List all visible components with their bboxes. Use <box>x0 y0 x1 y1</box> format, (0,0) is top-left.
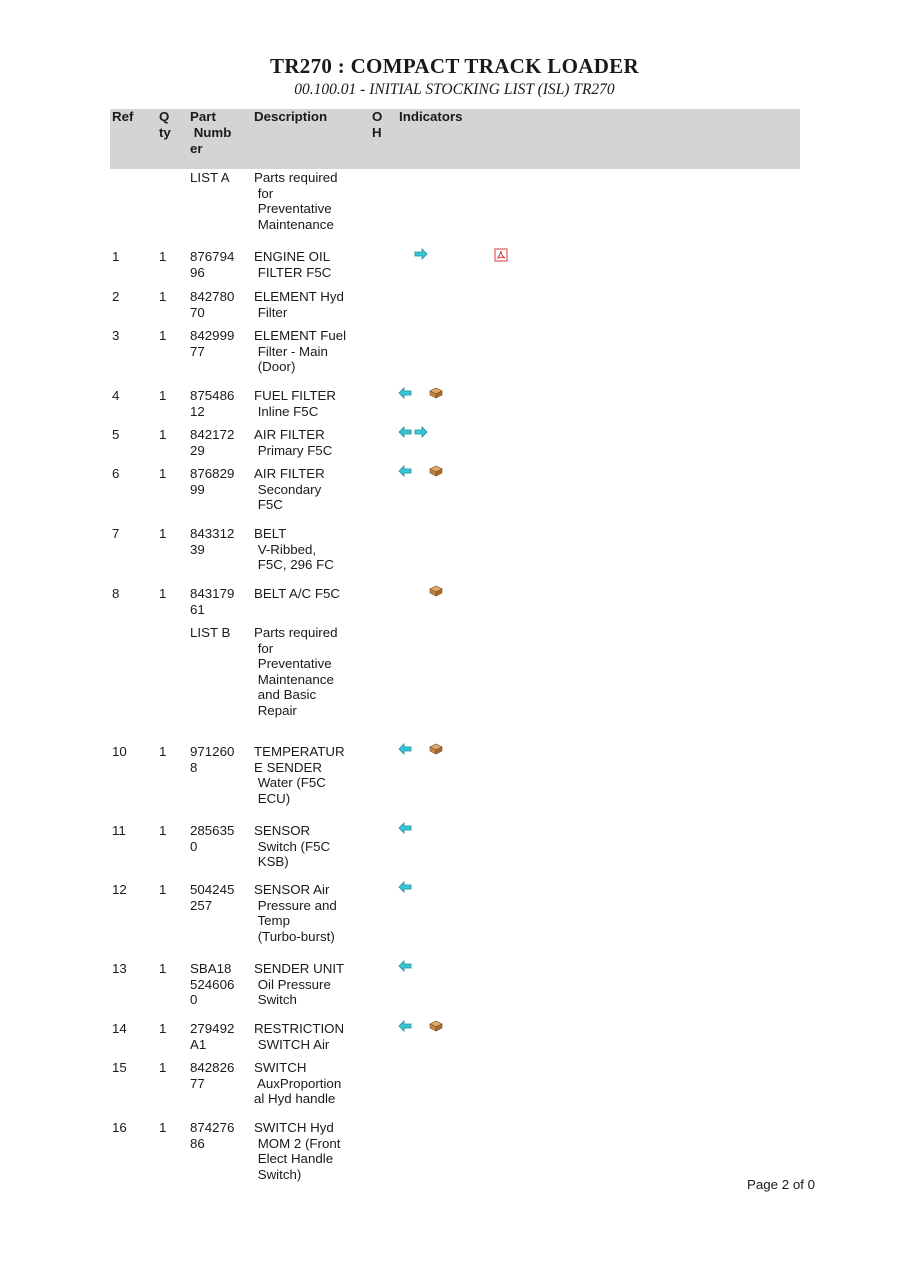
row-qty: 1 <box>159 882 167 897</box>
header-indicators: Indicators <box>399 109 463 124</box>
row-part-number: 876794 96 <box>190 249 235 280</box>
box-icon <box>429 387 443 399</box>
row-ref: 2 <box>112 289 120 304</box>
row-qty: 1 <box>159 961 167 976</box>
arrow-left-icon <box>398 426 412 438</box>
row-description: ELEMENT Fuel Filter - Main (Door) <box>254 328 347 375</box>
arrow-left-icon <box>398 387 412 399</box>
arrow-left-icon <box>398 881 412 893</box>
row-ref: 7 <box>112 526 120 541</box>
arrow-left-icon <box>398 743 412 755</box>
row-description: AIR FILTER Secondary F5C <box>254 466 325 513</box>
row-part-number: LIST B <box>190 625 231 640</box>
header-part-number: Part Numb er <box>190 109 232 156</box>
document-subtitle: 00.100.01 - INITIAL STOCKING LIST (ISL) TR270 <box>294 81 615 98</box>
row-ref: 12 <box>112 882 127 897</box>
row-description: BELT V-Ribbed, F5C, 296 FC <box>254 526 334 573</box>
row-ref: 4 <box>112 388 120 403</box>
row-ref: 3 <box>112 328 120 343</box>
row-description: SWITCH AuxProportion al Hyd handle <box>254 1060 342 1107</box>
row-description: SENSOR Air Pressure and Temp (Turbo-burst) <box>254 882 337 944</box>
row-ref: 6 <box>112 466 120 481</box>
arrow-left-icon <box>398 960 412 972</box>
box-icon <box>429 585 443 597</box>
box-icon <box>429 1020 443 1032</box>
row-part-number: 843312 39 <box>190 526 235 557</box>
row-part-number: 874276 86 <box>190 1120 235 1151</box>
row-qty: 1 <box>159 526 167 541</box>
box-icon <box>429 743 443 755</box>
row-qty: 1 <box>159 586 167 601</box>
arrow-left-icon <box>398 465 412 477</box>
row-qty: 1 <box>159 823 167 838</box>
box-icon <box>429 465 443 477</box>
arrow-left-icon <box>398 1020 412 1032</box>
row-description: FUEL FILTER Inline F5C <box>254 388 337 419</box>
row-description: ENGINE OIL FILTER F5C <box>254 249 332 280</box>
row-ref: 13 <box>112 961 127 976</box>
row-part-number: SBA18 524606 0 <box>190 961 235 1008</box>
row-part-number: 842826 77 <box>190 1060 235 1091</box>
row-description: Parts required for Preventative Maintenance and Basic Repair <box>254 625 338 718</box>
row-description: ELEMENT Hyd Filter <box>254 289 344 320</box>
row-ref: 15 <box>112 1060 127 1075</box>
row-description: TEMPERATUR E SENDER Water (F5C ECU) <box>254 744 345 806</box>
arrow-left-icon <box>398 822 412 834</box>
row-ref: 5 <box>112 427 120 442</box>
row-part-number: 842172 29 <box>190 427 235 458</box>
document-title: TR270 : COMPACT TRACK LOADER <box>270 54 639 78</box>
row-description: BELT A/C F5C <box>254 586 340 601</box>
row-part-number: 971260 8 <box>190 744 235 775</box>
row-part-number: 876829 99 <box>190 466 235 497</box>
row-qty: 1 <box>159 1060 167 1075</box>
row-ref: 14 <box>112 1021 127 1036</box>
header-oh: O H <box>372 109 383 140</box>
row-part-number: 285635 0 <box>190 823 235 854</box>
row-qty: 1 <box>159 466 167 481</box>
pdf-icon[interactable] <box>494 248 508 260</box>
row-description: SWITCH Hyd MOM 2 (Front Elect Handle Switch) <box>254 1120 341 1182</box>
row-qty: 1 <box>159 388 167 403</box>
row-ref: 10 <box>112 744 127 759</box>
row-part-number: 875486 12 <box>190 388 235 419</box>
arrow-right-icon <box>414 248 428 260</box>
row-part-number: 842780 70 <box>190 289 235 320</box>
header-description: Description <box>254 109 328 124</box>
arrow-right-icon <box>414 426 428 438</box>
row-part-number: 504245 257 <box>190 882 235 913</box>
row-qty: 1 <box>159 427 167 442</box>
row-part-number: 843179 61 <box>190 586 235 617</box>
row-part-number: 842999 77 <box>190 328 235 359</box>
row-ref: 8 <box>112 586 120 601</box>
row-description: Parts required for Preventative Maintenance <box>254 170 338 232</box>
row-ref: 11 <box>112 823 126 838</box>
row-qty: 1 <box>159 1120 167 1135</box>
row-description: SENSOR Switch (F5C KSB) <box>254 823 331 870</box>
row-description: SENDER UNIT Oil Pressure Switch <box>254 961 345 1008</box>
row-qty: 1 <box>159 1021 167 1036</box>
page-number: Page 2 of 0 <box>747 1177 816 1192</box>
row-description: AIR FILTER Primary F5C <box>254 427 333 458</box>
row-qty: 1 <box>159 249 167 264</box>
row-ref: 16 <box>112 1120 127 1135</box>
row-part-number: 279492 A1 <box>190 1021 235 1052</box>
row-ref: 1 <box>112 249 120 264</box>
row-part-number: LIST A <box>190 170 230 185</box>
row-qty: 1 <box>159 328 167 343</box>
row-description: RESTRICTION SWITCH Air <box>254 1021 345 1052</box>
header-ref: Ref <box>112 109 134 124</box>
row-qty: 1 <box>159 744 167 759</box>
header-qty: Q ty <box>159 109 171 140</box>
row-qty: 1 <box>159 289 167 304</box>
